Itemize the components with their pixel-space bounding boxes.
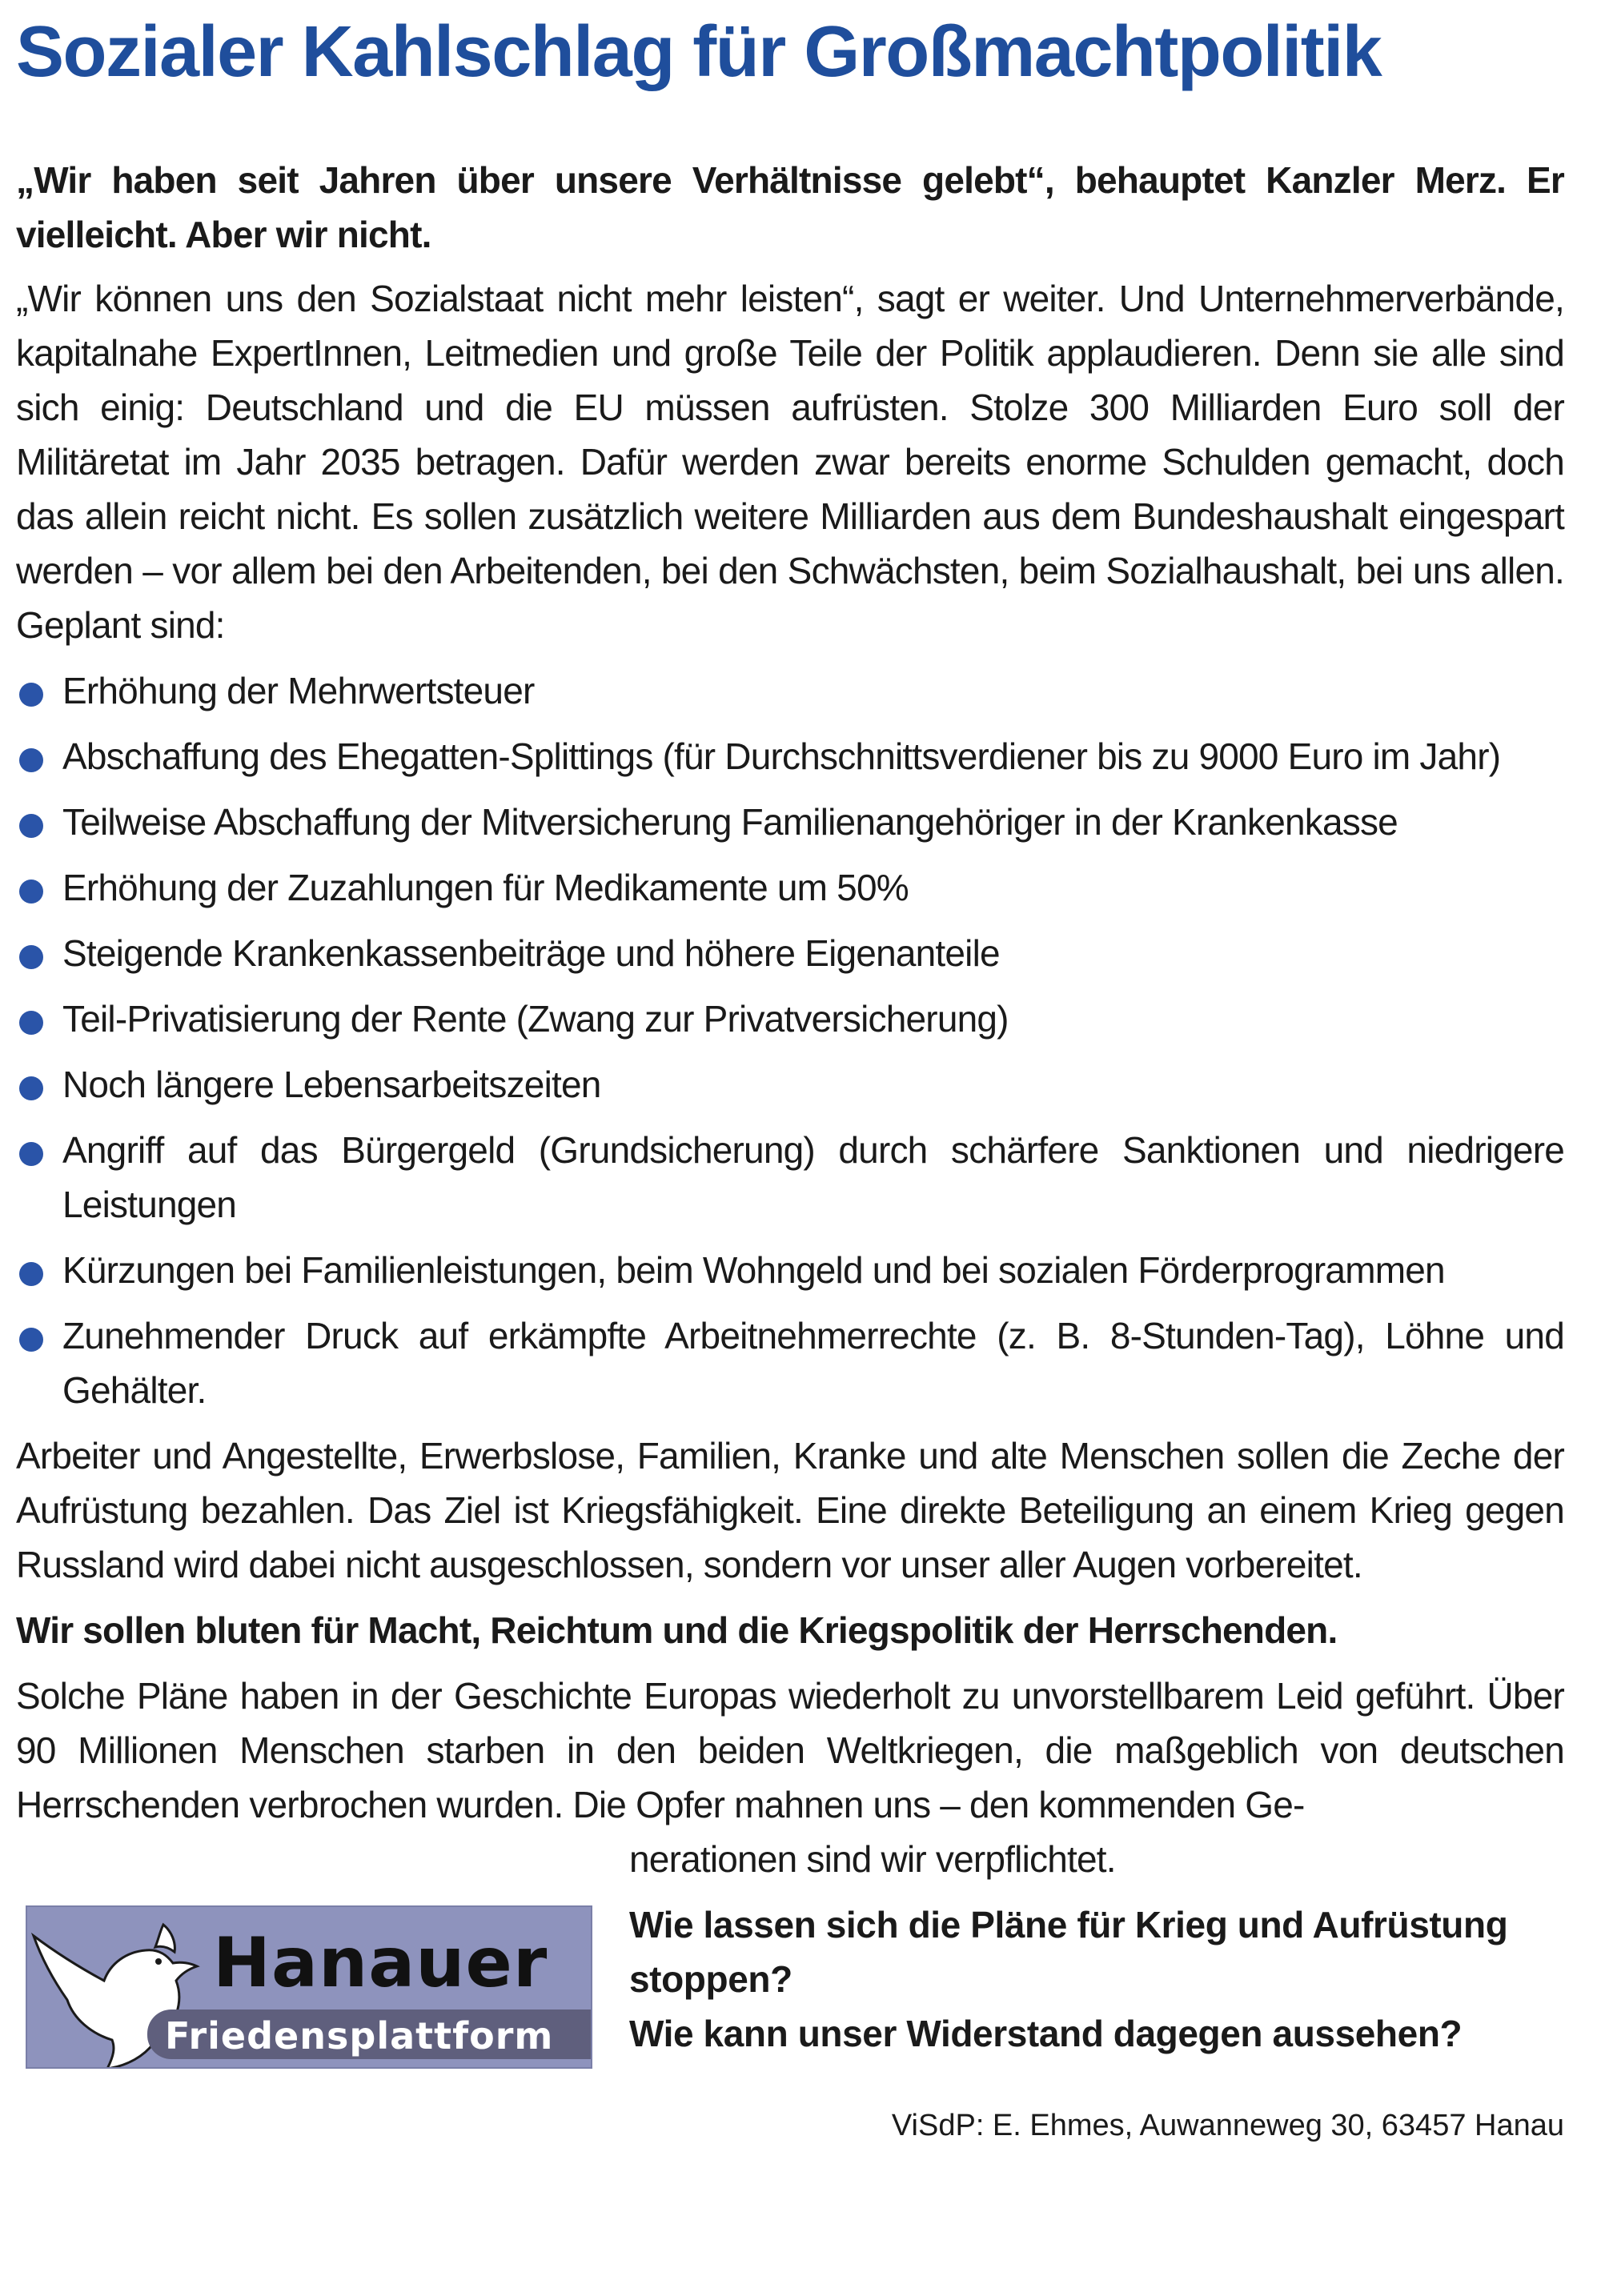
list-item [16, 1308, 1564, 1417]
list-item-text: Teilweise Abschaffung der Mitversicherung Familienangehöriger in der Krankenkasse [62, 800, 1398, 843]
list-item [16, 1243, 1564, 1297]
bullet-dot-icon [19, 748, 43, 772]
list-item [16, 1057, 1564, 1112]
bold-statement: Wir sollen bluten für Macht, Reichtum und die Kriegspolitik der Herrschenden. [16, 1609, 1338, 1651]
cuts-list [16, 663, 1564, 1417]
bullet-dot-icon [19, 1142, 43, 1166]
question: Wie kann unser Widerstand dagegen aussehen? [629, 2012, 1463, 2054]
bullet-dot-icon [19, 1328, 43, 1352]
list-item [16, 663, 1564, 718]
footer-area [16, 1899, 1564, 2163]
page-title: Sozialer Kahlschlag für Großmachtpolitik [16, 12, 1382, 92]
intro-paragraph: „Wir können uns den Sozialstaat nicht mehr leisten“, sagt er weiter. Und Unternehmerverbände, kapitalnahe ExpertInnen, Leitmedien und große Teile der Politik applaudieren. Denn sie alle sind sich einig: Deutschland und die EU müssen aufrüsten. Stolze 300 Milliarden Euro soll der Militäretat im Jahr 2035 betragen. Dafür werden zwar bereits enorme Schulden gemacht, doch das allein reicht nicht. Es sollen zusätzlich weitere Milliarden aus dem Bundeshaushalt eingespart werden – vor allem bei den Arbeitenden, bei den Schwächsten, beim Sozialhaushalt, bei uns allen. Geplant sind: [16, 277, 1564, 646]
list-item-text: Erhöhung der Zuzahlungen für Medikamente um 50% [62, 866, 909, 908]
workers-paragraph: Arbeiter und Angestellte, Erwerbslose, Familien, Kranke und alte Menschen sollen die Zeche der Aufrüstung bezahlen. Das Ziel ist Kriegsfähigkeit. Eine direkte Beteiligung an einem Krieg gegen Russland wird dabei nicht ausgeschlossen, sondern vor unser aller Augen vorbereitet. [16, 1434, 1564, 1585]
list-item-text: Teil-Privatisierung der Rente (Zwang zur Privatversicherung) [62, 997, 1009, 1040]
bullet-dot-icon [19, 1076, 43, 1100]
list-item [16, 926, 1564, 980]
bullet-dot-icon [19, 1011, 43, 1035]
list-item-text: Steigende Krankenkassenbeiträge und höhere Eigenanteile [62, 932, 1000, 974]
list-item [16, 1123, 1564, 1232]
history-paragraph [16, 1669, 1564, 1886]
list-item-text: Noch längere Lebensarbeitszeiten [62, 1063, 601, 1105]
history-text-tail: nerationen sind wir verpflichtet. [629, 1837, 1116, 1880]
list-item-text: Erhöhung der Mehrwertsteuer [62, 669, 535, 711]
list-item [16, 860, 1564, 915]
list-item-text: Kürzungen bei Familienleistungen, beim Wohngeld und bei sozialen Förderprogrammen [62, 1248, 1445, 1291]
bullet-dot-icon [19, 1262, 43, 1286]
logo-name: Hanauer [213, 1922, 548, 2003]
list-item-text: Angriff auf das Bürgergeld (Grundsicherung) durch schärfere Sanktionen und niedrigere Leistungen [62, 1128, 1564, 1225]
list-item [16, 795, 1564, 849]
bullet-dot-icon [19, 814, 43, 838]
bullet-dot-icon [19, 945, 43, 969]
question: Wie lassen sich die Pläne für Krieg und Aufrüstung stoppen? [629, 1903, 1508, 2000]
history-text: Solche Pläne haben in der Geschichte Europas wiederholt zu unvorstellbarem Leid geführt. Über 90 Millionen Menschen starben in den beiden Weltkriegen, die maßgeblich von deutschen Herrschenden verbrochen wurden. Die Opfer mahnen uns – den kommenden Ge- [16, 1674, 1564, 1825]
logo-subtitle: Friedensplattform [165, 2014, 554, 2058]
lead-quote: „Wir haben seit Jahren über unsere Verhältnisse gelebt“, behauptet Kanzler Merz. Er vielleicht. Aber wir nicht. [16, 158, 1564, 255]
organization-logo [26, 1905, 592, 2069]
bullet-dot-icon [19, 880, 43, 904]
questions-block [629, 1897, 1582, 2061]
bullet-dot-icon [19, 683, 43, 707]
list-item-text: Abschaffung des Ehegatten-Splittings (für Durchschnittsverdiener bis zu 9000 Euro im Jahr) [62, 735, 1501, 777]
list-item [16, 992, 1564, 1046]
list-item-text: Zunehmender Druck auf erkämpfte Arbeitnehmerrechte (z. B. 8-Stunden-Tag), Löhne und Gehälter. [62, 1314, 1564, 1411]
list-item [16, 729, 1564, 783]
imprint: ViSdP: E. Ehmes, Auwanneweg 30, 63457 Hanau [891, 2108, 1564, 2142]
